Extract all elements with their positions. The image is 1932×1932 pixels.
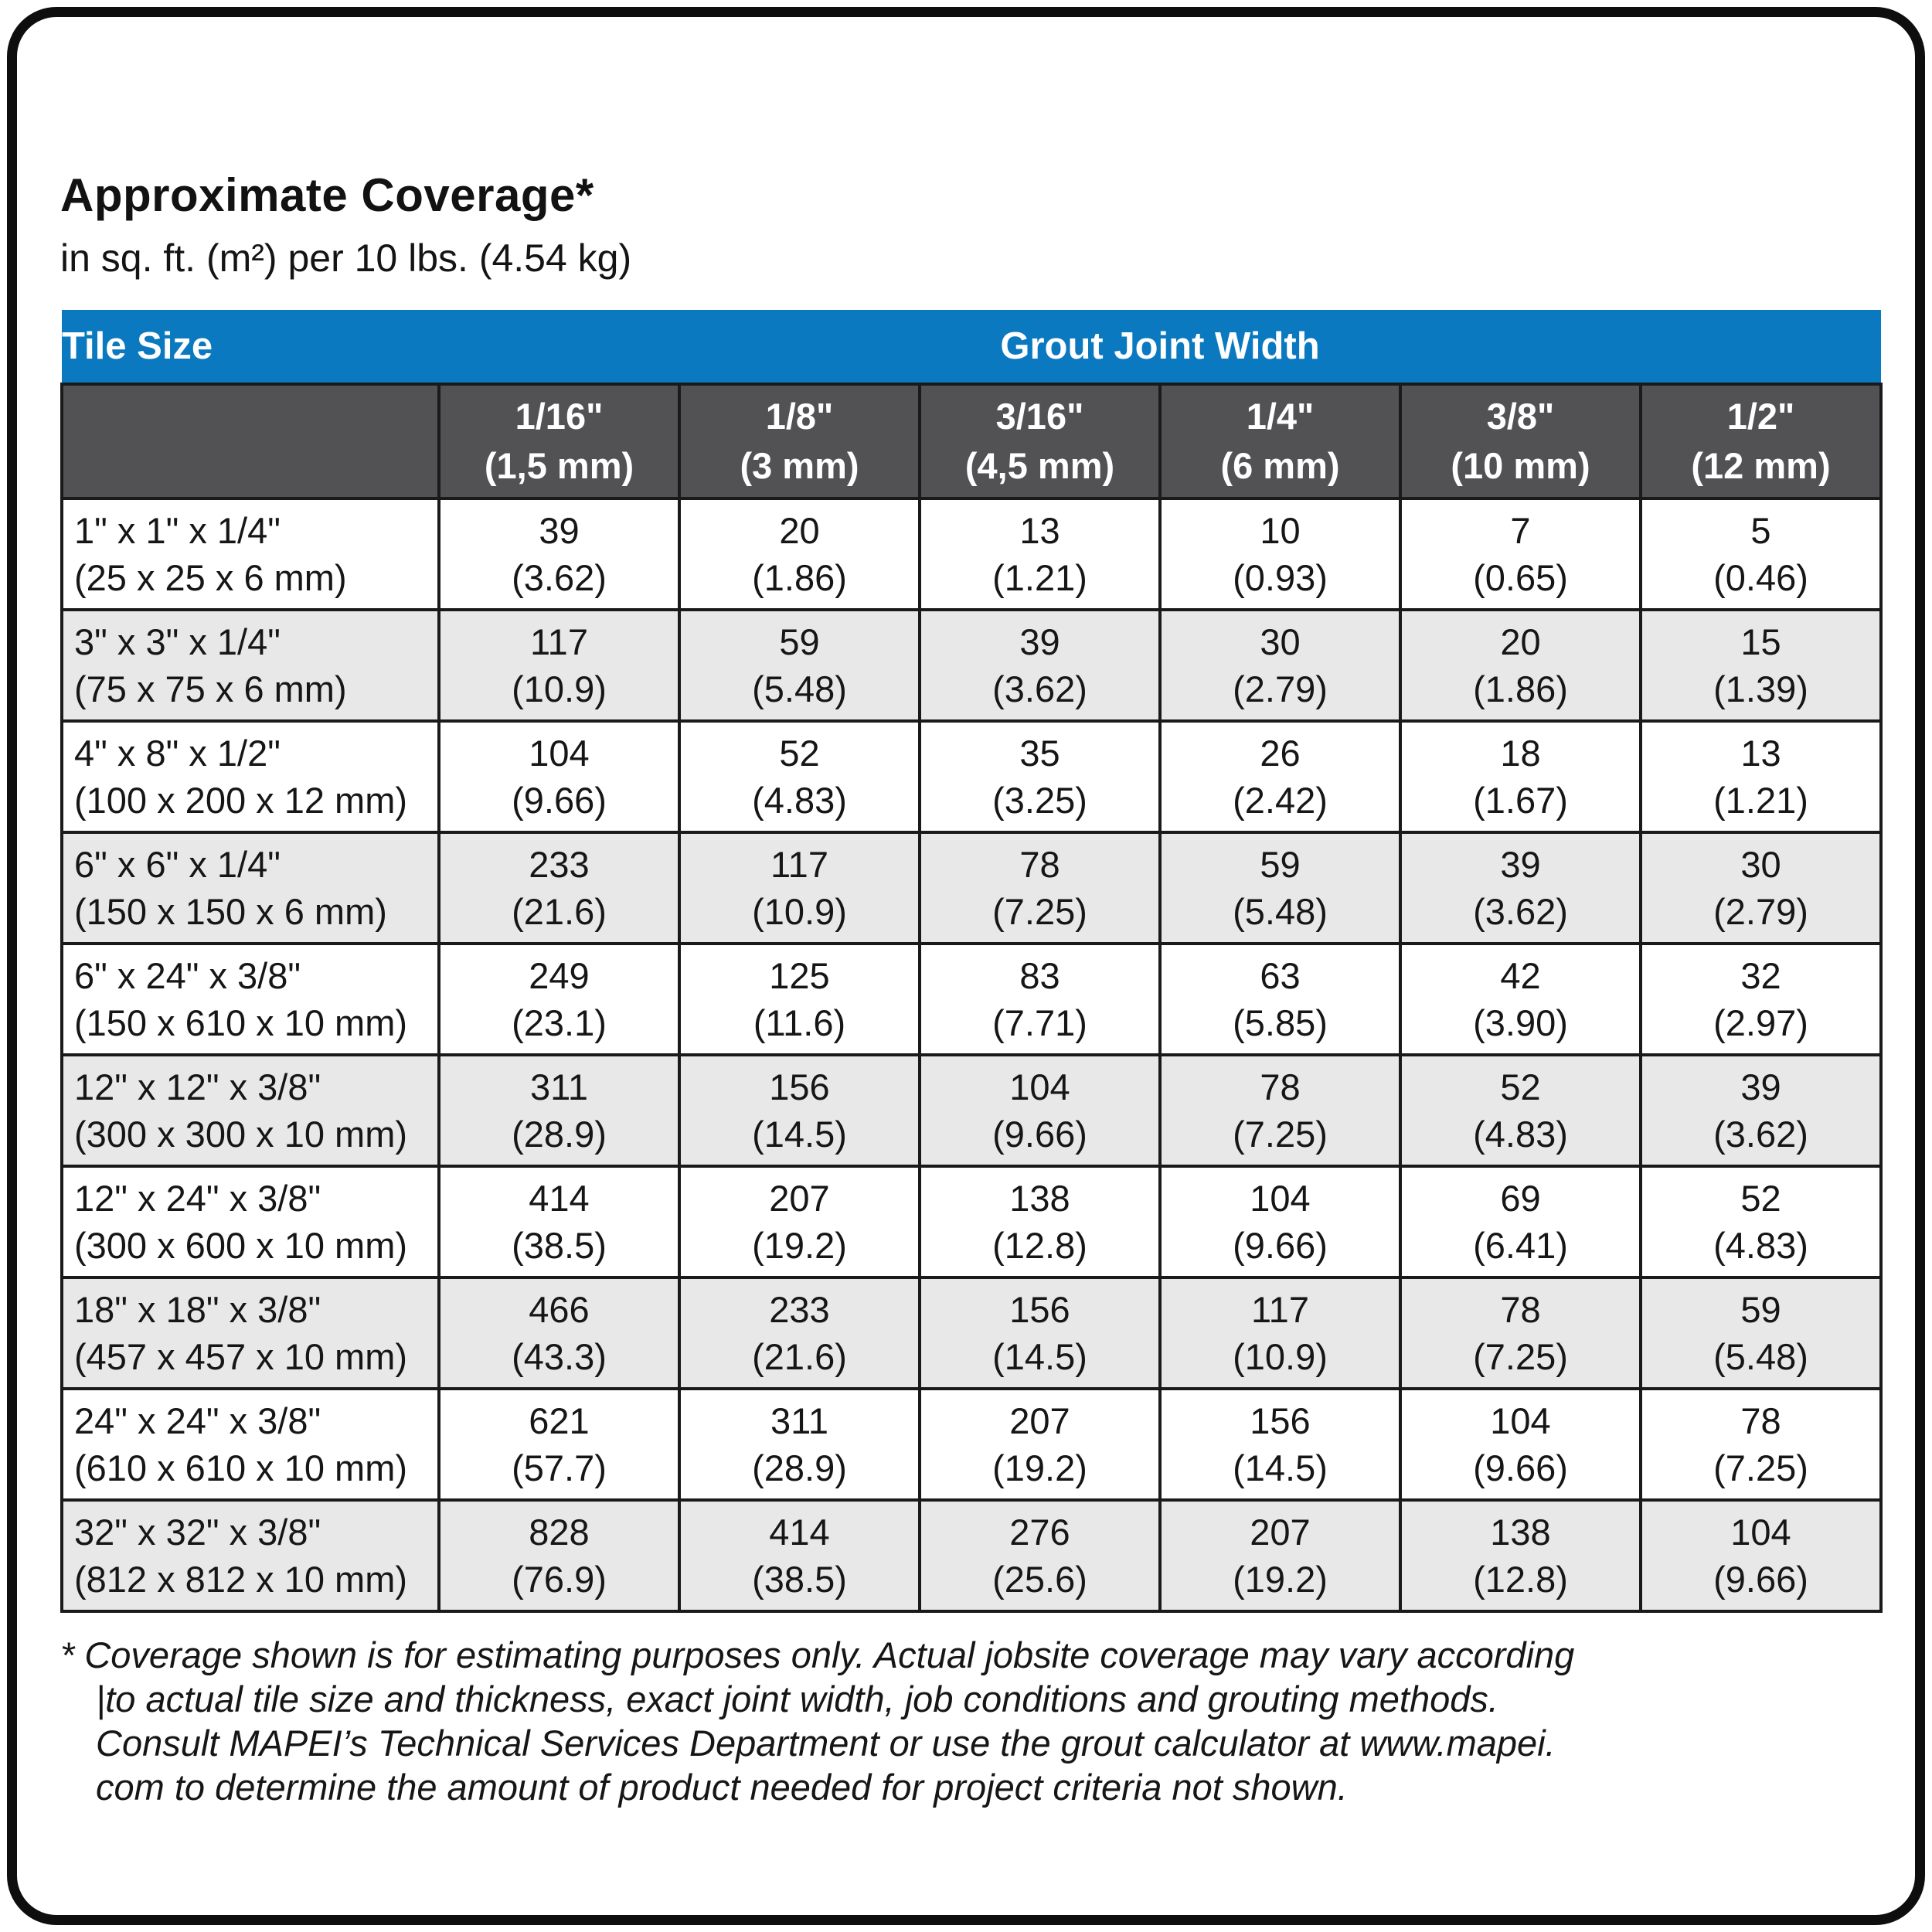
- coverage-cell: 117 (10.9): [439, 610, 679, 721]
- coverage-cell: 78 (7.25): [1400, 1277, 1641, 1389]
- coverage-cell: 156 (14.5): [1160, 1389, 1400, 1500]
- footnote: [60, 1633, 1881, 1809]
- coverage-cell: 69 (6.41): [1400, 1166, 1641, 1277]
- tile-size-cell: 6" x 6" x 1/4" (150 x 150 x 6 mm): [62, 832, 439, 944]
- coverage-cell: 311 (28.9): [679, 1389, 920, 1500]
- coverage-cell: 20 (1.86): [1400, 610, 1641, 721]
- coverage-cell: 621 (57.7): [439, 1389, 679, 1500]
- coverage-cell: 52 (4.83): [1400, 1055, 1641, 1166]
- coverage-cell: 414 (38.5): [439, 1166, 679, 1277]
- coverage-cell: 52 (4.83): [679, 721, 920, 832]
- coverage-cell: 249 (23.1): [439, 944, 679, 1055]
- coverage-cell: 104 (9.66): [439, 721, 679, 832]
- grout-width-column-header: 1/2" (12 mm): [1641, 384, 1881, 498]
- coverage-cell: 20 (1.86): [679, 498, 920, 610]
- coverage-cell: 32 (2.97): [1641, 944, 1881, 1055]
- coverage-cell: 30 (2.79): [1160, 610, 1400, 721]
- coverage-cell: 207 (19.2): [679, 1166, 920, 1277]
- tile-size-cell: 18" x 18" x 3/8" (457 x 457 x 10 mm): [62, 1277, 439, 1389]
- tile-size-cell: 12" x 12" x 3/8" (300 x 300 x 10 mm): [62, 1055, 439, 1166]
- coverage-cell: 7 (0.65): [1400, 498, 1641, 610]
- table-row: [62, 1277, 1881, 1389]
- coverage-cell: 15 (1.39): [1641, 610, 1881, 721]
- coverage-cell: 78 (7.25): [920, 832, 1160, 944]
- tile-size-cell: 24" x 24" x 3/8" (610 x 610 x 10 mm): [62, 1389, 439, 1500]
- footnote-line: * Coverage shown is for estimating purposes only. Actual jobsite coverage may vary according: [60, 1634, 1575, 1675]
- grout-joint-width-header: Grout Joint Width: [439, 310, 1881, 384]
- coverage-cell: 104 (9.66): [1160, 1166, 1400, 1277]
- footnote-line: Consult MAPEI’s Technical Services Department or use the grout calculator at www.mapei.: [96, 1723, 1556, 1764]
- tile-size-cell: 1" x 1" x 1/4" (25 x 25 x 6 mm): [62, 498, 439, 610]
- table-row: [62, 498, 1881, 610]
- corner-cell: [62, 384, 439, 498]
- coverage-cell: 39 (3.62): [1400, 832, 1641, 944]
- coverage-cell: 207 (19.2): [1160, 1500, 1400, 1611]
- tile-size-cell: 6" x 24" x 3/8" (150 x 610 x 10 mm): [62, 944, 439, 1055]
- coverage-cell: 104 (9.66): [1400, 1389, 1641, 1500]
- grout-width-column-header: 3/16" (4,5 mm): [920, 384, 1160, 498]
- table-row: [62, 832, 1881, 944]
- coverage-cell: 276 (25.6): [920, 1500, 1160, 1611]
- coverage-cell: 125 (11.6): [679, 944, 920, 1055]
- coverage-cell: 39 (3.62): [1641, 1055, 1881, 1166]
- coverage-table: [60, 310, 1883, 1613]
- column-header-row: [62, 384, 1881, 498]
- table-row: [62, 944, 1881, 1055]
- coverage-cell: 78 (7.25): [1641, 1389, 1881, 1500]
- table-row: [62, 1166, 1881, 1277]
- coverage-cell: 414 (38.5): [679, 1500, 920, 1611]
- coverage-cell: 30 (2.79): [1641, 832, 1881, 944]
- coverage-cell: 311 (28.9): [439, 1055, 679, 1166]
- coverage-cell: 52 (4.83): [1641, 1166, 1881, 1277]
- coverage-cell: 39 (3.62): [920, 610, 1160, 721]
- coverage-cell: 156 (14.5): [679, 1055, 920, 1166]
- coverage-cell: 59 (5.48): [1160, 832, 1400, 944]
- coverage-cell: 18 (1.67): [1400, 721, 1641, 832]
- coverage-cell: 26 (2.42): [1160, 721, 1400, 832]
- footnote-line: com to determine the amount of product needed for project criteria not shown.: [96, 1767, 1348, 1808]
- page-subtitle: in sq. ft. (m²) per 10 lbs. (4.54 kg): [60, 236, 632, 280]
- content-area: [60, 0, 1881, 1809]
- coverage-cell: 104 (9.66): [1641, 1500, 1881, 1611]
- coverage-cell: 83 (7.71): [920, 944, 1160, 1055]
- coverage-cell: 138 (12.8): [1400, 1500, 1641, 1611]
- coverage-cell: 39 (3.62): [439, 498, 679, 610]
- tile-size-header: Tile Size: [62, 310, 439, 384]
- coverage-cell: 828 (76.9): [439, 1500, 679, 1611]
- coverage-cell: 78 (7.25): [1160, 1055, 1400, 1166]
- coverage-cell: 59 (5.48): [679, 610, 920, 721]
- coverage-cell: 10 (0.93): [1160, 498, 1400, 610]
- coverage-cell: 156 (14.5): [920, 1277, 1160, 1389]
- coverage-cell: 138 (12.8): [920, 1166, 1160, 1277]
- grout-width-column-header: 1/4" (6 mm): [1160, 384, 1400, 498]
- coverage-cell: 42 (3.90): [1400, 944, 1641, 1055]
- grout-width-column-header: 1/8" (3 mm): [679, 384, 920, 498]
- coverage-cell: 466 (43.3): [439, 1277, 679, 1389]
- coverage-cell: 207 (19.2): [920, 1389, 1160, 1500]
- coverage-cell: 59 (5.48): [1641, 1277, 1881, 1389]
- coverage-cell: 117 (10.9): [1160, 1277, 1400, 1389]
- coverage-cell: 13 (1.21): [920, 498, 1160, 610]
- page-title: Approximate Coverage*: [60, 169, 594, 221]
- coverage-cell: 5 (0.46): [1641, 498, 1881, 610]
- tile-size-cell: 32" x 32" x 3/8" (812 x 812 x 10 mm): [62, 1500, 439, 1611]
- table-row: [62, 1500, 1881, 1611]
- table-row: [62, 721, 1881, 832]
- coverage-cell: 233 (21.6): [439, 832, 679, 944]
- tile-size-cell: 4" x 8" x 1/2" (100 x 200 x 12 mm): [62, 721, 439, 832]
- table-header-row: [62, 310, 1881, 384]
- coverage-cell: 13 (1.21): [1641, 721, 1881, 832]
- coverage-cell: 117 (10.9): [679, 832, 920, 944]
- table-row: [62, 1055, 1881, 1166]
- table-row: [62, 1389, 1881, 1500]
- coverage-cell: 233 (21.6): [679, 1277, 920, 1389]
- grout-width-column-header: 3/8" (10 mm): [1400, 384, 1641, 498]
- table-row: [62, 610, 1881, 721]
- coverage-cell: 63 (5.85): [1160, 944, 1400, 1055]
- footnote-line: |to actual tile size and thickness, exact joint width, job conditions and grouting methods.: [96, 1679, 1498, 1719]
- coverage-cell: 104 (9.66): [920, 1055, 1160, 1166]
- tile-size-cell: 12" x 24" x 3/8" (300 x 600 x 10 mm): [62, 1166, 439, 1277]
- grout-width-column-header: 1/16" (1,5 mm): [439, 384, 679, 498]
- tile-size-cell: 3" x 3" x 1/4" (75 x 75 x 6 mm): [62, 610, 439, 721]
- coverage-cell: 35 (3.25): [920, 721, 1160, 832]
